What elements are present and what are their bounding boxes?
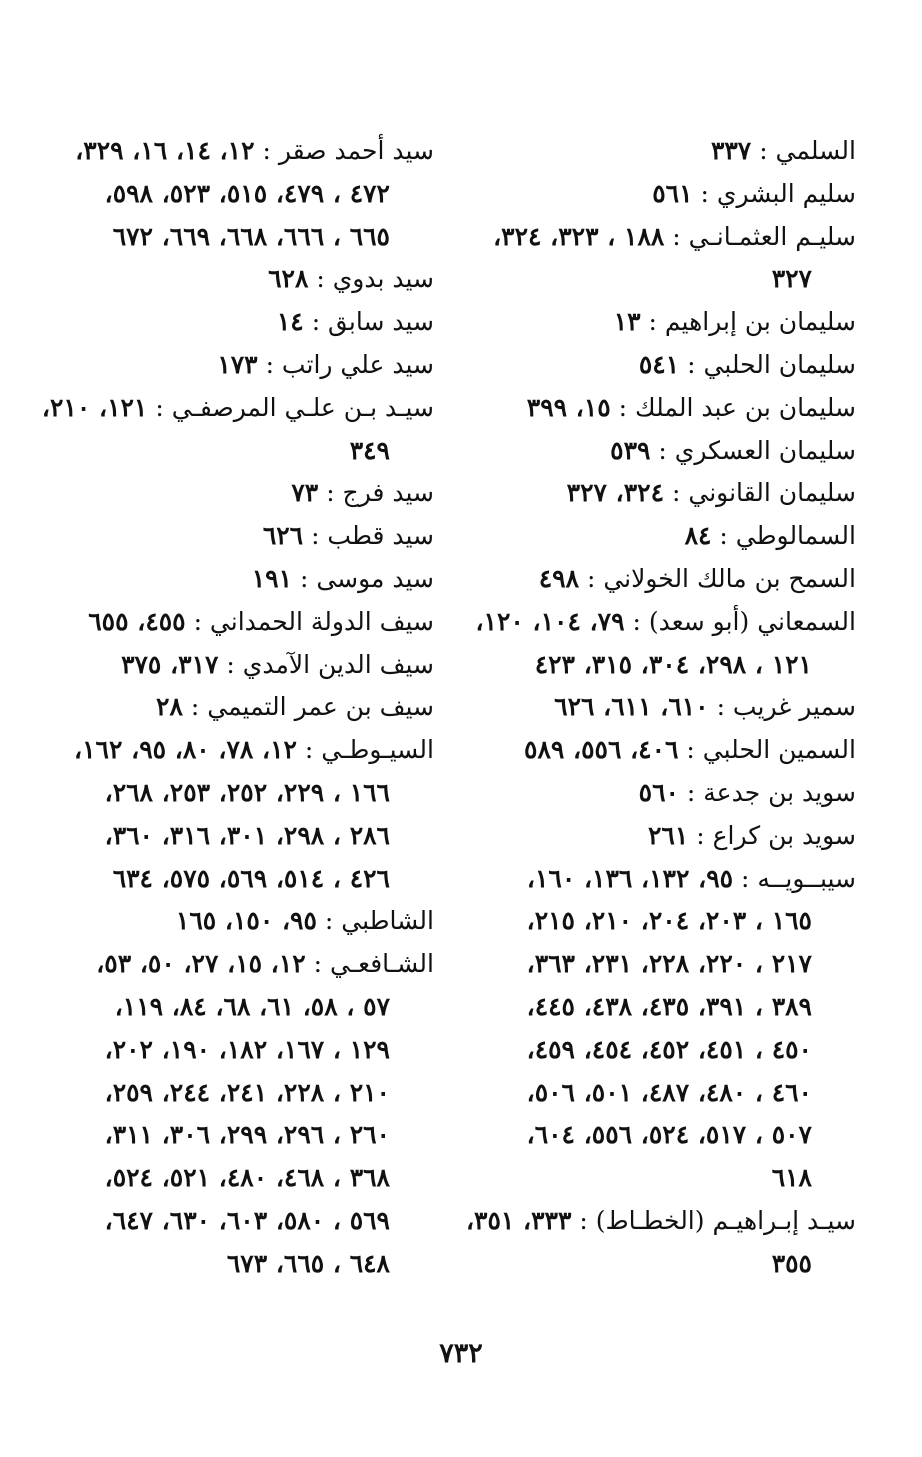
index-entry-first-line [66,301,434,344]
index-entry [465,1200,856,1286]
index-entry-page-refs: ٢٨ [156,692,183,722]
index-entry [66,130,434,258]
index-entry [488,729,856,772]
index-entry [488,344,856,387]
index-entry-name: السمين الحلبي : [686,735,856,765]
index-entry-continuation-line [66,1114,434,1157]
index-entry-name: السمالوطي : [719,521,856,551]
index-entry-continuation-line [488,1157,856,1200]
index-entry-first-line [66,729,434,772]
index-entry-page-refs: ٤٧٢ ، ٤٧٩، ٥١٥، ٥٢٣، ٥٩٨، [104,178,390,208]
index-entry-name: سويد بن جدعة : [686,777,856,807]
index-entry-page-refs: ١٢، ١٤، ١٦، ٣٢٩، [75,136,255,165]
index-entry-continuation-line [488,258,856,301]
index-entry-first-line [488,772,856,815]
index-entry-continuation-line [488,1072,856,1115]
index-entry [66,344,434,387]
index-entry-first-line [488,558,856,601]
index-entry-first-line [488,173,856,216]
index-entry-page-refs: ٦٢٦ [262,521,304,551]
index-entry-continuation-line [488,1243,856,1286]
index-entry-first-line [488,216,856,259]
index-entry-page-refs: ١٤ [276,307,304,337]
index-entry-page-refs: ٢٨٦ ، ٢٩٨، ٣٠١، ٣١٦، ٣٦٠، [104,820,390,850]
index-entry-page-refs: ٥٤١ [638,349,680,379]
index-entry-first-line [66,943,434,986]
index-entry-name: سليـم العثمـانـي : [672,221,856,251]
index-entry-page-refs: ٦١٠، ٦١١، ٦٢٦ [554,692,709,722]
index-entry-page-refs: ٥٦٠ [638,777,679,807]
index-entry-continuation-line [66,986,434,1029]
index-entry-page-refs: ١٩١ [251,563,293,593]
index-entry-name: السمعاني (أبو سعد) : [632,606,856,636]
index-entry-page-refs: ٤٢٦ ، ٥١٤، ٥٦٩، ٥٧٥، ٦٣٤ [112,863,390,893]
index-entry-name: الشاطبي : [324,906,434,936]
index-entry-page-refs: ٣٦٨ ، ٤٦٨، ٤٨٠، ٥٢١، ٥٢٤، [104,1163,390,1193]
index-entry-first-line [488,729,856,772]
index-entry [488,430,856,473]
index-entry-page-refs: ٩٥، ١٥٠، ١٦٥ [175,906,317,936]
index-entry-first-line [488,387,856,430]
index-entry [66,301,434,344]
index-entry [66,644,434,687]
index-entry-page-refs: ٤٩٨ [538,563,580,593]
index-entry-page-refs: ٣٢٧ [771,264,812,294]
index-entry [488,772,856,815]
index-entry [488,686,856,729]
index-entry-first-line [66,686,434,729]
index-entry [66,472,434,515]
index-entry-continuation-line [66,858,434,901]
index-entry-continuation-line [66,1157,434,1200]
index-entry-first-line [488,515,856,558]
index-entry [488,815,856,858]
index-entry-first-line [66,472,434,515]
index-entry-page-refs: ٤٠٦، ٥٥٦، ٥٨٩ [524,735,679,765]
index-entry-page-refs: ٥٣٩ [610,435,651,465]
index-entry [66,515,434,558]
index-entry-name: سيـد بـن علـي المرصفـي : [155,392,434,422]
index-entry-page-refs: ١٢، ٧٨، ٨٠، ٩٥، ١٦٢، [74,735,297,765]
index-entry-page-refs: ٤٦٠ ، ٤٨٠، ٤٨٧، ٥٠١، ٥٠٦، [526,1077,812,1107]
index-entry-page-refs: ٥٧ ، ٥٨، ٦١، ٦٨، ٨٤، ١١٩، [114,991,390,1021]
index-entry-first-line [488,815,856,858]
index-entry-page-refs: ٣١٧، ٣٧٥ [121,649,219,679]
index-entry [488,558,856,601]
index-entry-name: السمح بن مالك الخولاني : [586,563,856,593]
index-entry [488,173,856,216]
index-entry [66,686,434,729]
page-number: ٧٣٢ [439,1338,483,1369]
index-entry-first-line [488,430,856,473]
index-entry-page-refs: ٤٥٥، ٦٥٥ [88,606,186,636]
index-entry-name: سليمان الحلبي : [687,349,856,379]
index-entry-name: سيد سابق : [311,307,434,337]
index-entry-name: سيبــويــه : [741,863,856,893]
index-entry-continuation-line [488,986,856,1029]
index-entry-continuation-line [66,216,434,259]
index-entry-page-refs: ١٣ [613,307,641,337]
index-entry-name: سليمان بن عبد الملك : [618,392,856,422]
index-entry-page-refs: ٤٥٠ ، ٤٥١، ٤٥٢، ٤٥٤، ٤٥٩، [526,1034,812,1064]
index-entry-page-refs: ٣٨٩ ، ٣٩١، ٤٣٥، ٤٣٨، ٤٤٥، [526,991,812,1021]
index-entry [488,515,856,558]
index-entry-first-line [41,387,434,430]
index-entry-name: سيد فرج : [326,478,434,508]
index-column-left [41,130,434,1286]
index-entry-first-line [66,258,434,301]
index-entry-continuation-line [66,1200,434,1243]
index-entry-first-line [488,344,856,387]
index-entry-continuation-line [66,772,434,815]
index-entry-page-refs: ١٢١، ٢١٠، [41,392,148,422]
index-entry-continuation-line [66,173,434,216]
index-entry-continuation-line [488,943,856,986]
index-entry-page-refs: ٦٦٥ ، ٦٦٦، ٦٦٨، ٦٦٩، ٦٧٢ [112,221,390,251]
index-entry-page-refs: ٣٢٤، ٣٢٧ [566,478,665,508]
index-entry-continuation-line [66,1029,434,1072]
index-entry [66,558,434,601]
index-entry-page-refs: ٦٤٨ ، ٦٦٥، ٦٧٣ [226,1248,390,1278]
index-entry-page-refs: ٣٣٧ [710,136,752,165]
index-entry-first-line [488,130,856,173]
index-entry-page-refs: ١٦٦ ، ٢٢٩، ٢٥٢، ٢٥٣، ٢٦٨، [104,777,390,807]
index-entry-name: سيف الدولة الحمداني : [193,606,434,636]
index-entry-page-refs: ٧٩، ١٠٤، ١٢٠، [475,606,625,636]
index-entry [66,601,434,644]
index-entry-continuation-line [488,1029,856,1072]
index-entry-name: سويد بن كراع : [696,820,856,850]
index-entry-page-refs: ٢١٧ ، ٢٢٠، ٢٢٨، ٢٣١، ٣٦٣، [526,949,812,979]
index-entry-page-refs: ١٢٩ ، ١٦٧، ١٨٢، ١٩٠، ٢٠٢، [104,1034,390,1064]
index-entry-first-line [66,601,434,644]
index-entry [66,729,434,900]
index-entry-name: سيد قطب : [311,521,434,551]
index-entry [488,301,856,344]
index-entry-page-refs: ٨٤ [684,521,712,551]
index-entry-name: سيد موسى : [299,563,434,593]
index-entry-name: سيد أحمد صقر : [262,136,434,165]
index-entry-page-refs: ٩٥، ١٣٢، ١٣٦، ١٦٠، [526,863,734,893]
index-entry-page-refs: ١٨٨ ، ٣٢٣، ٣٢٤، [493,221,665,251]
index-entry-name: سليمان العسكري : [658,435,856,465]
index-entry-page-refs: ١٢١ ، ٢٩٨، ٣٠٤، ٣١٥، ٤٢٣ [534,649,812,679]
index-entry [66,900,434,943]
index-entry-continuation-line [66,1243,434,1286]
index-entry-first-line [488,301,856,344]
index-entry-first-line [488,472,856,515]
index-entry-name: السلمي : [759,136,856,165]
index-entry [66,943,434,1285]
index-entry-name: سيد علي راتب : [265,349,434,379]
index-entry [475,601,856,687]
index-entry-continuation-line [488,644,856,687]
index-entry-page-refs: ٢١٠ ، ٢٢٨، ٢٤١، ٢٤٤، ٢٥٩، [104,1077,390,1107]
index-entry-continuation-line [66,430,434,473]
index-entry [488,216,856,302]
index-entry-page-refs: ٥٦١ [652,178,693,208]
index-entry-first-line [66,644,434,687]
index-entry-first-line [475,601,856,644]
index-entry-first-line [66,515,434,558]
index-entry-name: سيف بن عمر التميمي : [190,692,434,722]
index-entry-first-line [66,130,434,173]
index-entry-page-refs: ٧٣ [291,478,319,508]
index-entry [488,130,856,173]
index-entry-page-refs: ٣٣٣، ٣٥١، [465,1205,572,1235]
index-entry-name: سليم البشري : [700,178,856,208]
index-entry-name: سيد بدوي : [316,264,434,294]
index-entry-first-line [66,900,434,943]
index-entry-page-refs: ٦٢٨ [268,264,309,294]
index-column-right [465,130,856,1286]
index-entry-continuation-line [488,1114,856,1157]
index-entry [66,258,434,301]
index-entry [488,858,856,1200]
index-entry-first-line [66,558,434,601]
index-entry-name: سمير غريب : [716,692,856,722]
index-entry [41,387,434,473]
index-entry-continuation-line [488,900,856,943]
index-entry-name: سليمان القانوني : [671,478,856,508]
index-entry-continuation-line [66,815,434,858]
index-entry-first-line [488,686,856,729]
index-entry-name: السيـوطـي : [304,735,434,765]
index-entry-page-refs: ٥٦٩ ، ٥٨٠، ٦٠٣، ٦٣٠، ٦٤٧، [104,1205,390,1235]
index-entry-page-refs: ١٦٥ ، ٢٠٣، ٢٠٤، ٢١٠، ٢١٥، [526,906,812,936]
index-entry [488,387,856,430]
index-entry-name: سيف الدين الآمدي : [226,649,434,679]
index-entry [488,472,856,515]
index-entry-first-line [465,1200,856,1243]
index-entry-page-refs: ٢٦٠ ، ٢٩٦، ٢٩٩، ٣٠٦، ٣١١، [104,1120,390,1150]
index-entry-continuation-line [66,1072,434,1115]
index-entry-name: سليمان بن إبراهيم : [648,307,856,337]
index-entry-page-refs: ٣٥٥ [771,1248,812,1278]
index-entry-page-refs: ٢٦١ [647,820,689,850]
index-entry-page-refs: ٣٤٩ [349,435,390,465]
index-entry-first-line [488,858,856,901]
index-entry-page-refs: ١٥، ٣٩٩ [526,392,611,422]
index-entry-page-refs: ٦١٨ [771,1163,812,1193]
index-entry-first-line [66,344,434,387]
index-entry-page-refs: ١٧٣ [217,349,258,379]
index-entry-name: الشـافعـي : [313,949,434,979]
index-entry-page-refs: ١٢، ١٥، ٢٧، ٥٠، ٥٣، [96,949,306,979]
index-entry-name: سيـد إبـراهيـم (الخطـاط) : [579,1205,856,1235]
index-entry-page-refs: ٥٠٧ ، ٥١٧، ٥٢٤، ٥٥٦، ٦٠٤، [526,1120,812,1150]
